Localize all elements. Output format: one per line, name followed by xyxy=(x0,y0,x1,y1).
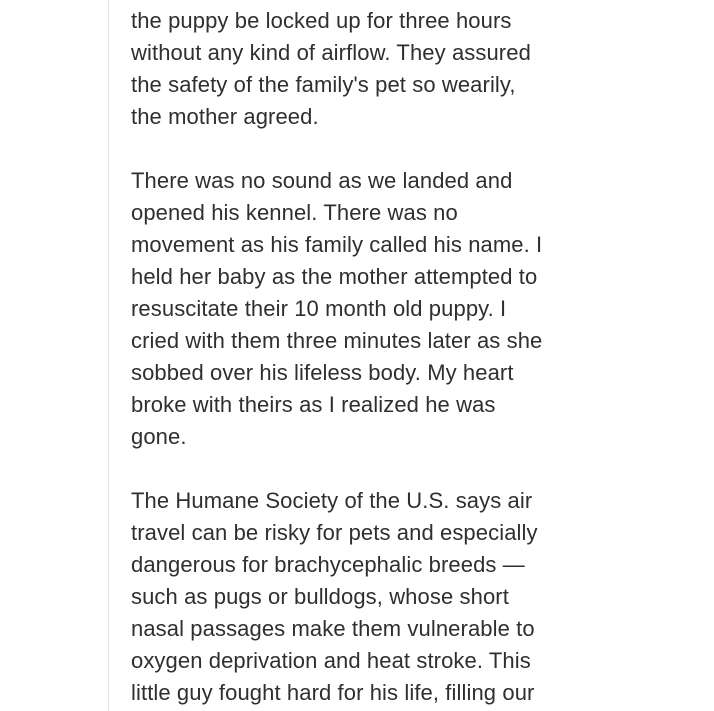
text-line: nasal passages make them vulnerable to xyxy=(131,616,535,641)
text-line: opened his kennel. There was no xyxy=(131,200,458,225)
text-line: resuscitate their 10 month old puppy. I xyxy=(131,296,507,321)
text-line: dangerous for brachycephalic breeds — xyxy=(131,552,525,577)
text-line: without any kind of airflow. They assured xyxy=(131,40,531,65)
text-line: oxygen deprivation and heat stroke. This xyxy=(131,648,531,673)
text-line: sobbed over his lifeless body. My heart xyxy=(131,360,514,385)
paragraph-2 xyxy=(131,165,631,453)
text-line: movement as his family called his name. I xyxy=(131,232,543,257)
text-line: held her baby as the mother attempted to xyxy=(131,264,538,289)
text-line: cried with them three minutes later as she xyxy=(131,328,543,353)
text-line: little guy fought hard for his life, filling our xyxy=(131,680,535,705)
text-line: The Humane Society of the U.S. says air xyxy=(131,488,533,513)
post-body xyxy=(131,5,631,711)
text-line: broke with theirs as I realized he was xyxy=(131,392,496,417)
text-line: travel can be risky for pets and especially xyxy=(131,520,538,545)
paragraph-3 xyxy=(131,485,631,709)
text-line: There was no sound as we landed and xyxy=(131,168,513,193)
text-line: the mother agreed. xyxy=(131,104,319,129)
text-line: gone. xyxy=(131,424,187,449)
left-divider xyxy=(108,0,109,711)
text-line: the puppy be locked up for three hours xyxy=(131,8,512,33)
text-line: such as pugs or bulldogs, whose short xyxy=(131,584,509,609)
paragraph-1 xyxy=(131,5,631,133)
text-line: the safety of the family's pet so wearily, xyxy=(131,72,516,97)
